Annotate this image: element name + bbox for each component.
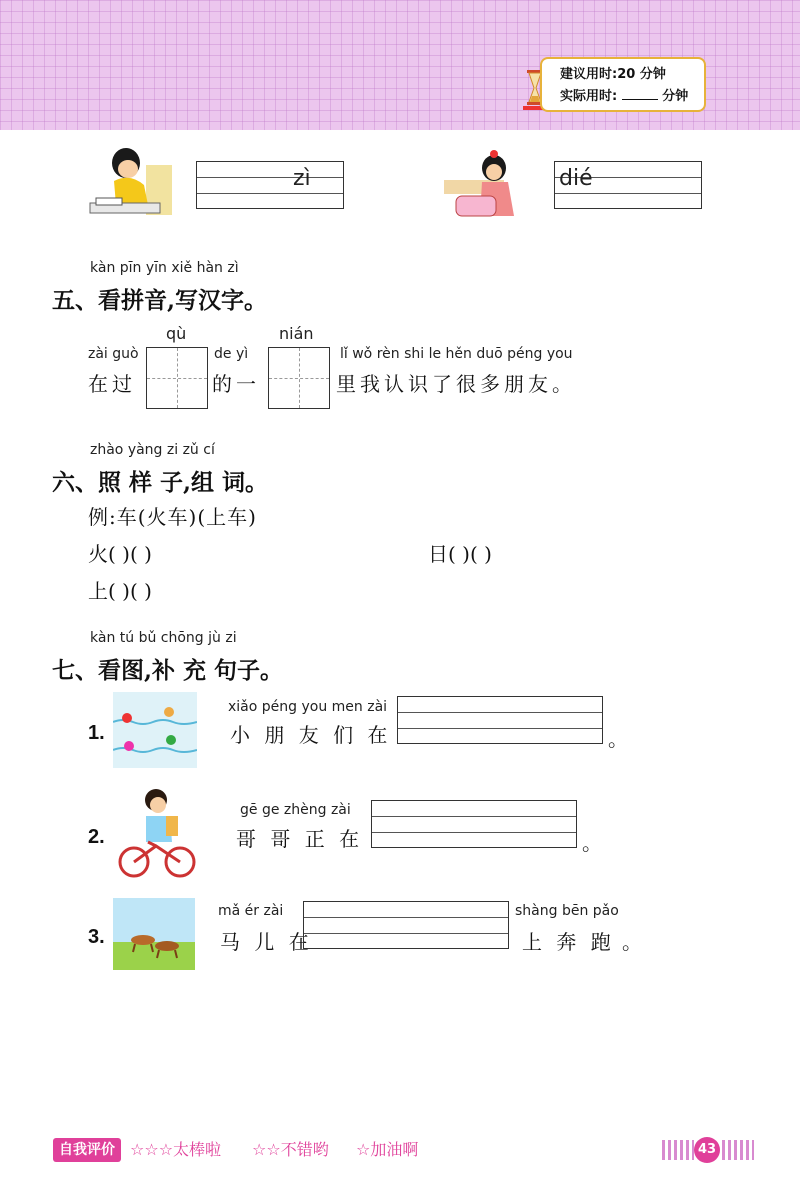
s6-row1-left[interactable]: 火( )( ): [88, 542, 152, 566]
s5-seg3-pinyin: lǐ wǒ rèn shi le hěn duō péng you: [340, 346, 573, 362]
item3-number: 3.: [88, 926, 105, 948]
rating-level-2[interactable]: ☆☆不错哟: [252, 1140, 329, 1159]
pinyin-box-zi[interactable]: [196, 161, 344, 209]
tianzige-qu[interactable]: [146, 347, 208, 409]
horses-running-image: [113, 898, 195, 970]
star-icon: ☆☆: [252, 1140, 281, 1159]
s5-seg3-text: 里我认识了很多朋友。: [336, 372, 576, 396]
item1-text: 小 朋 友 们 在: [230, 723, 392, 747]
item2-end: 。: [582, 831, 606, 855]
page-number-decoration-left: [662, 1140, 694, 1160]
boy-riding-bicycle-image: [118, 786, 196, 882]
actual-time-blank[interactable]: [622, 99, 658, 100]
item3-text: 马 儿 在: [220, 930, 313, 954]
pinyin-die: dié: [559, 166, 593, 191]
section7-title: 七、看图,补 充 句子。: [52, 657, 284, 684]
actual-time: 实际用时: 分钟: [560, 89, 689, 104]
item1-pinyin: xiǎo péng you men zài: [228, 699, 388, 715]
item1-answer-lines[interactable]: [397, 696, 603, 744]
s5-seg1-text: 在过: [88, 372, 136, 396]
item3-pinyin: mǎ ér zài: [218, 903, 284, 919]
item2-number: 2.: [88, 826, 105, 848]
boy-writing-image: [86, 145, 176, 217]
self-eval-label: 自我评价: [53, 1138, 121, 1162]
time-box: [540, 57, 706, 112]
item1-end: 。: [608, 727, 632, 751]
children-swimming-image: [113, 692, 197, 768]
s5-seg1-pinyin: zài guò: [88, 346, 139, 362]
pinyin-box-die[interactable]: [554, 161, 702, 209]
section5-title-pinyin: kàn pīn yīn xiě hàn zì: [90, 260, 239, 276]
rating-level-3[interactable]: ☆加油啊: [356, 1140, 419, 1159]
item3-end: 。: [622, 930, 646, 954]
girl-folding-blanket-image: [444, 150, 534, 226]
pinyin-zi: zì: [293, 166, 311, 191]
section5-title: 五、看拼音,写汉字。: [52, 287, 268, 314]
item2-answer-lines[interactable]: [371, 800, 577, 848]
section6-title-pinyin: zhào yàng zi zǔ cí: [90, 442, 215, 458]
section7-title-pinyin: kàn tú bǔ chōng jù zi: [90, 630, 237, 646]
star-icon: ☆☆☆: [130, 1140, 174, 1159]
tianzige-nian[interactable]: [268, 347, 330, 409]
item1-number: 1.: [88, 722, 105, 744]
s6-example: 例:车(火车)(上车): [88, 505, 257, 529]
page-number: 43: [694, 1137, 720, 1163]
rating-level-1[interactable]: ☆☆☆太棒啦: [130, 1140, 222, 1159]
s6-row2-left[interactable]: 上( )( ): [88, 579, 152, 603]
suggested-time: 建议用时:20 分钟: [560, 67, 666, 82]
section6-title: 六、照 样 子,组 词。: [52, 469, 269, 496]
s5-seg2-pinyin: de yì: [214, 346, 249, 362]
page-number-decoration-right: [722, 1140, 754, 1160]
item3-after-pinyin: shàng bēn pǎo: [515, 903, 619, 919]
item3-after-text: 上 奔 跑: [522, 930, 615, 954]
s5-box2-pinyin: nián: [279, 324, 314, 343]
item3-answer-lines[interactable]: [303, 901, 509, 949]
s5-box1-pinyin: qù: [166, 324, 187, 343]
item2-pinyin: gē ge zhèng zài: [240, 802, 351, 818]
s6-row1-right[interactable]: 日( )( ): [428, 542, 492, 566]
s5-seg2-text: 的一: [212, 372, 260, 396]
star-icon: ☆: [356, 1140, 371, 1159]
item2-text: 哥 哥 正 在: [236, 827, 364, 851]
